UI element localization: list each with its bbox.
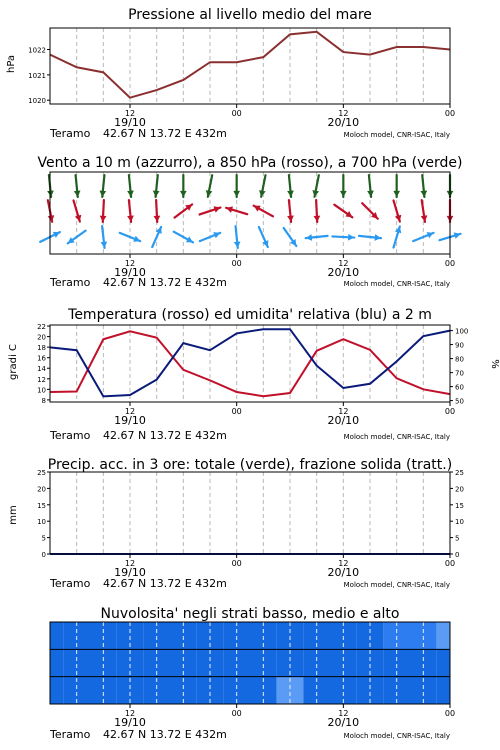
y-tick-label-right: 10 (455, 518, 464, 527)
pressure-series-line (50, 32, 450, 98)
wind-arrow (259, 175, 266, 197)
humidity-yticks (450, 328, 468, 406)
cloud-title: Nuvolosita' negli strati basso, medio e alto (100, 606, 400, 622)
pressure-model: Moloch model, CNR-ISAC, Italy (343, 131, 450, 139)
precipitation-grid (77, 472, 424, 554)
pressure-title: Pressione al livello medio del mare (128, 7, 372, 23)
y-tick-label-right: 60 (455, 383, 464, 392)
y-tick-label: 20 (37, 485, 46, 494)
temperature-series-line (50, 331, 450, 396)
date-label: 20/10 (327, 716, 360, 729)
date-label: 19/10 (114, 266, 146, 279)
temperature-location: Teramo (50, 429, 91, 442)
time-tick-label: 12 (338, 109, 349, 118)
y-tick-label-right: 5 (455, 534, 460, 543)
time-tick-label: 00 (231, 259, 242, 268)
temperature-yticks (37, 323, 50, 405)
precipitation-plot-frame (50, 472, 450, 554)
wind-arrow (233, 175, 240, 197)
cloud-coords: 42.67 N 13.72 E 432m (103, 728, 227, 741)
y-tick-label-right: 0 (455, 551, 460, 559)
y-tick-label-right: 15 (455, 501, 464, 510)
wind-title: Vento a 10 m (azzurro), a 850 hPa (rosso), a 700 hPa (verde) (37, 155, 463, 171)
y-tick-label: 10 (37, 518, 46, 527)
wind-arrow (180, 175, 187, 197)
wind-arrow (120, 233, 140, 242)
y-tick-label: 15 (37, 501, 46, 510)
y-tick-label: 16 (37, 354, 46, 363)
time-tick-label: 12 (338, 407, 349, 416)
wind-arrow (153, 175, 160, 197)
wind-arrow (74, 175, 81, 197)
y-tick-label: 14 (37, 365, 46, 374)
cloud-cell (437, 649, 450, 676)
time-tick-label: 00 (444, 407, 456, 416)
time-tick-label: 00 (231, 109, 242, 118)
pressure-coords: 42.67 N 13.72 E 432m (103, 127, 227, 140)
pressure-line (50, 32, 450, 98)
wind-arrow (340, 175, 347, 197)
y-tick-label: 1021 (28, 71, 46, 80)
time-tick-label: 12 (124, 109, 136, 118)
y-tick-label-right: 20 (455, 485, 464, 494)
date-label: 19/10 (114, 566, 146, 579)
y-tick-label: 20 (37, 333, 46, 342)
wind-arrow (332, 234, 354, 241)
y-tick-label-right: 90 (455, 341, 464, 350)
humidity-series-line (50, 329, 450, 396)
pressure-ylabel: hPa (6, 54, 17, 74)
y-tick-label: 0 (41, 551, 46, 559)
time-tick-label: 12 (338, 709, 349, 718)
wind-plot-frame (50, 172, 450, 254)
pressure-time-axis (114, 104, 455, 129)
date-label: 20/10 (327, 414, 360, 427)
wind-arrow (48, 200, 55, 222)
wind-arrow (154, 200, 161, 222)
precipitation-location: Teramo (50, 577, 91, 590)
y-tick-label: 1022 (28, 46, 46, 55)
date-label: 20/10 (327, 266, 360, 279)
wind-panel (37, 155, 462, 289)
pressure-yticks (28, 47, 50, 106)
wind-arrow (312, 175, 319, 197)
temperature-model: Moloch model, CNR-ISAC, Italy (343, 433, 450, 441)
date-label: 19/10 (114, 116, 146, 129)
time-tick-label: 00 (231, 559, 242, 568)
wind-arrow (206, 175, 213, 197)
wind-coords: 42.67 N 13.72 E 432m (103, 276, 227, 289)
date-label: 19/10 (114, 414, 146, 427)
time-tick-label: 00 (444, 559, 456, 568)
pressure-plot-frame (50, 28, 450, 104)
y-tick-label: 5 (41, 534, 46, 543)
y-tick-label: 10 (37, 386, 46, 395)
temperature-coords: 42.67 N 13.72 E 432m (103, 429, 227, 442)
y-tick-label: 12 (37, 375, 46, 384)
y-tick-label: 1020 (28, 97, 46, 106)
wind-arrow (413, 232, 433, 241)
y-tick-label-right: 25 (455, 469, 464, 477)
wind-arrow (420, 175, 427, 197)
pressure-panel (6, 7, 455, 140)
wind-arrow (314, 200, 321, 222)
cloud-cell (50, 622, 63, 649)
cloud-location: Teramo (50, 728, 91, 741)
time-tick-label: 12 (124, 559, 136, 568)
humidity-ylabel: % (489, 359, 500, 369)
temperature-panel (8, 307, 500, 442)
y-tick-label: 8 (41, 396, 46, 405)
time-tick-label: 00 (231, 407, 242, 416)
wind-arrow (421, 200, 428, 222)
wind-model: Moloch model, CNR-ISAC, Italy (343, 280, 450, 288)
time-tick-label: 12 (338, 559, 349, 568)
time-tick-label: 00 (444, 109, 456, 118)
time-tick-label: 12 (124, 407, 136, 416)
y-tick-label: 18 (37, 344, 46, 353)
cloud-cell (437, 622, 450, 649)
wind-arrow (394, 226, 402, 247)
time-tick-label: 00 (231, 709, 242, 718)
time-tick-label: 12 (338, 259, 349, 268)
wind-arrow (68, 231, 86, 244)
wind-arrow (100, 175, 107, 197)
precipitation-panel (8, 457, 464, 590)
temperature-ylabel: gradi C (8, 344, 19, 380)
wind-arrow (394, 200, 402, 221)
precipitation-time-axis (114, 554, 455, 579)
cloud-cell (50, 649, 63, 676)
y-tick-label-right: 80 (455, 355, 464, 364)
cloud-cell (437, 677, 450, 704)
y-tick-label-right: 70 (455, 369, 464, 378)
cloud-cell (50, 677, 63, 704)
precipitation-yticks (37, 469, 464, 559)
y-tick-label-right: 50 (455, 397, 464, 406)
wind-arrow (100, 200, 107, 222)
y-tick-label: 25 (37, 469, 46, 477)
wind-arrows (40, 175, 460, 248)
cloud-cells (50, 622, 450, 704)
date-label: 20/10 (327, 116, 360, 129)
precipitation-model: Moloch model, CNR-ISAC, Italy (343, 581, 450, 589)
wind-arrow (367, 175, 374, 197)
time-tick-label: 12 (124, 709, 136, 718)
wind-arrow (200, 232, 220, 241)
precipitation-coords: 42.67 N 13.72 E 432m (103, 577, 227, 590)
wind-arrow (174, 232, 193, 243)
temperature-title: Temperatura (rosso) ed umidita' relativa (blu) a 2 m (68, 307, 432, 323)
temperature-time-axis (114, 402, 455, 427)
y-tick-label: 22 (37, 323, 46, 332)
precipitation-title: Precip. acc. in 3 ore: totale (verde), frazione solida (tratt.) (47, 457, 453, 473)
cloud-time-axis (114, 704, 455, 729)
y-tick-label-right: 100 (455, 327, 469, 336)
wind-arrow (393, 175, 400, 197)
pressure-location: Teramo (50, 127, 91, 140)
precipitation-ylabel: mm (8, 505, 19, 525)
time-tick-label: 12 (124, 259, 136, 268)
cloud-model: Moloch model, CNR-ISAC, Italy (343, 732, 450, 740)
temperature-grid (77, 325, 424, 402)
wind-arrow (127, 175, 134, 197)
cloud-panel (49, 606, 455, 741)
wind-arrow (74, 200, 82, 221)
wind-location: Teramo (50, 276, 91, 289)
wind-arrow (287, 175, 294, 197)
time-tick-label: 00 (444, 709, 456, 718)
date-label: 19/10 (114, 716, 146, 729)
wind-arrow (101, 226, 108, 248)
time-tick-label: 00 (444, 259, 456, 268)
temperature-humidity-lines (50, 329, 450, 396)
pressure-grid (77, 28, 424, 104)
date-label: 20/10 (327, 566, 360, 579)
